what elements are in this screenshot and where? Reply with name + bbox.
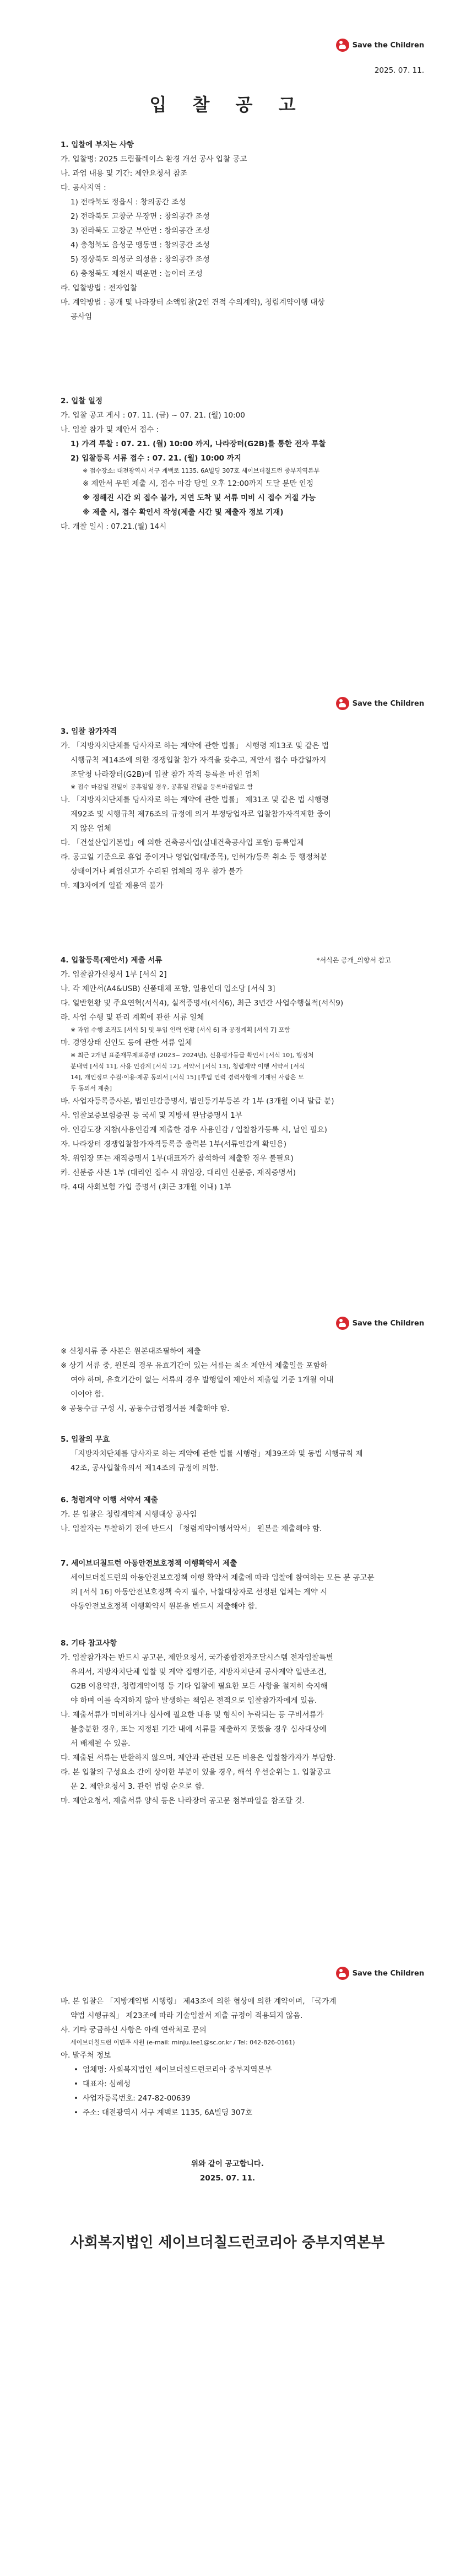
s1-ma-cont: 공사임	[71, 312, 93, 321]
section-5-title: 5. 입찰의 무효	[61, 1435, 110, 1444]
site-item: 1) 전라북도 정읍시 : 창의공간 조성	[71, 198, 186, 207]
s4-ma-note: 분내역 [서식 11], 사용 인감계 [서식 12], 서약서 [서식 13], 청렴계약 이행 서약서 [서식	[71, 1063, 305, 1070]
section-4-title	[61, 953, 391, 967]
s7-text: 세이브더칠드런의 아동안전보호정책 이행 확약서 제출에 따라 입찰에 참여하는 모든 분 공고문	[71, 1573, 375, 1582]
s2-note: ※ 접수장소: 대전광역시 서구 계백로 1135, 6A빌딩 307호 세이브더칠드런 중부지역본부	[83, 467, 320, 474]
s3-ga-cont: 조달청 나라장터(G2B)에 입찰 참가 자격 등록을 마친 업체	[71, 770, 259, 779]
s4-note-cont: 여야 하며, 유효기간이 없는 서류의 경우 발행일이 제안서 제출일 기준 1개월 이내	[71, 1376, 334, 1384]
s2-na: 나. 입찰 참가 및 제안서 접수 :	[61, 425, 159, 434]
s4-ga: 가. 입찰참가신청서 1부 [서식 2]	[61, 970, 167, 979]
s3-na-cont: 지 않은 업체	[71, 824, 111, 833]
s4-ra-note: ※ 과업 수행 조직도 [서식 5] 및 투입 인력 현황 [서식 6] 과 공정계획 [서식 7] 포함	[71, 1026, 290, 1033]
section-7-title: 7. 세이브더칠드런 아동안전보호정책 이행확약서 제출	[61, 1559, 237, 1568]
s8-ra-cont: 문 2. 제안요청서 3. 관련 법령 순으로 함.	[71, 1782, 204, 1791]
s5-text: 「지방자치단체를 당사자로 하는 계약에 관한 법률 시행령」제39조와 및 동법 시행규칙 제	[71, 1449, 363, 1458]
page-title: 입 찰 공 고	[149, 94, 306, 115]
section-8	[61, 1636, 391, 1808]
s4-ba: 바. 사업자등록증사본, 법인인감증명서, 법인등기부등본 각 1부 (3개월 이내 발급 분)	[61, 1097, 334, 1106]
s1-ma: 마. 계약방법 : 공개 및 나라장터 소액입찰(2인 견적 수의계약), 청렴계약이행 대상	[61, 298, 325, 307]
s4-na: 나. 각 제안서(A4&USB) 신품대체 포함, 일용인대 업소당 [서식 3]	[61, 984, 275, 993]
brand-header	[336, 1317, 424, 1330]
s3-ra: 라. 공고일 기준으로 휴업 중이거나 영업(업태/종목), 인허가/등록 취소 등 행정처분	[61, 853, 328, 862]
site-item: 2) 전라북도 고창군 무장면 : 창의공간 조성	[71, 212, 210, 221]
s4-note: ※ 상기 서류 중, 원본의 경우 유효기간이 있는 서류는 최소 제안서 제출일을 포함하	[61, 1361, 328, 1370]
s1-da: 다. 공사지역 :	[61, 183, 106, 192]
s8-sa: 사. 기타 궁금하신 사항은 아래 연락처로 문의	[61, 2026, 207, 2034]
s2-da: 다. 개찰 일시 : 07.21.(월) 14시	[61, 522, 167, 531]
s1-na: 나. 과업 내용 및 기간: 제안요청서 참조	[61, 169, 188, 178]
site-item: 5) 경상북도 의성군 의성읍 : 창의공간 조성	[71, 255, 210, 264]
closing-text: 위와 같이 공고합니다.	[191, 2160, 264, 2168]
s3-ma: 마. 제3자에게 일괄 재용역 불가	[61, 881, 164, 890]
section-3-title: 3. 입찰 참가자격	[61, 727, 117, 736]
section-4-note: *서식은 공개_의향서 참고	[316, 956, 391, 964]
s2-doc-submit: 2) 입찰등록 서류 접수 : 07. 21. (월) 10:00 까지	[71, 454, 241, 463]
owner-info-item: • 대표자: 심혜성	[61, 2077, 391, 2091]
s1-ga: 가. 입찰명: 2025 드림플레이스 환경 개선 공사 입찰 공고	[61, 155, 247, 164]
owner-info-item: • 업체명: 사회복지법인 세이브더칠드런코리아 중부지역본부	[61, 2063, 391, 2077]
brand-name: Save the Children	[352, 1969, 424, 1978]
section-4-title-text: 4. 입찰등록(제안서) 제출 서류	[61, 956, 162, 965]
s4-ka: 카. 신분증 사본 1부 (대리인 접수 시 위임장, 대리인 신분증, 재직증명서)	[61, 1168, 296, 1177]
brand-name: Save the Children	[352, 699, 424, 708]
issuing-organization: 사회복지법인 세이브더칠드런코리아 중부지역본부	[70, 2234, 385, 2251]
s7-text: 의 [서식 16] 아동안전보호정책 숙지 필수, 낙찰대상자로 선정된 업체는 계약 시	[71, 1588, 328, 1597]
s8-ah: 아. 발주처 정보	[61, 2051, 111, 2060]
s8-ra: 라. 본 입찰의 구성요소 간에 상이한 부분이 있을 경우, 해석 우선순위는 1. 입찰공고	[61, 1768, 331, 1777]
s3-da: 다. 「건설산업기본법」에 의한 건축공사업(실내건축공사업 포함) 등록업체	[61, 838, 304, 847]
section-6	[61, 1493, 391, 1536]
brand-header	[336, 697, 424, 710]
owner-info-item: • 주소: 대전광역시 서구 계백로 1135, 6A빌딩 307호	[61, 2106, 391, 2120]
s4-cha: 차. 위임장 또는 재직증명서 1부(대표자가 참석하여 제출할 경우 불필요)	[61, 1154, 294, 1163]
site-item: 3) 전라북도 고창군 부안면 : 창의공간 조성	[71, 226, 210, 235]
save-the-children-logo-icon	[336, 39, 349, 52]
s4-ma: 마. 경영상태 신인도 등에 관한 서류 일체	[61, 1038, 192, 1047]
section-1-title: 1. 입찰에 부치는 사항	[61, 140, 134, 149]
brand-header	[336, 39, 424, 52]
section-8-cont	[61, 1994, 391, 2120]
s4-note-cont: 이어야 함.	[71, 1390, 104, 1399]
brand-name: Save the Children	[352, 41, 424, 50]
save-the-children-logo-icon	[336, 697, 349, 710]
save-the-children-logo-icon	[336, 1967, 349, 1980]
s8-na-cont: 불충분한 경우, 또는 지정된 기간 내에 서류를 제출하지 못했을 경우 심사대상에	[71, 1725, 327, 1734]
s8-ga-cont: 유의서, 지방자치단체 입찰 및 계약 집행기준, 지방자치단체 공사계약 일반조건,	[71, 1668, 327, 1676]
s3-ga-cont: 시행규칙 제14조에 의한 경쟁입찰 참가 자격을 갖추고, 제안서 접수 마감일까지	[71, 756, 327, 765]
s6-ga: 가. 본 입찰은 청렴계약제 시행대상 공사임	[61, 1510, 197, 1519]
s8-ba: 바. 본 입찰은 「지방계약법 시행령」 제43조에 의한 협상에 의한 계약이며, 「국가계	[61, 1997, 337, 2006]
section-5	[61, 1432, 391, 1475]
s4-note: ※ 공동수급 구성 시, 공동수급협정서를 제출해야 함.	[61, 1404, 230, 1413]
s3-ra-cont: 상태이거나 폐업신고가 수리된 업체의 경우 참가 불가	[71, 867, 243, 876]
s8-ma: 마. 제안요청서, 제출서류 양식 등은 나라장터 공고문 첨부파일을 참조할 것.	[61, 1796, 305, 1805]
s8-da: 다. 제출된 서류는 반환하지 않으며, 제안과 관련된 모든 비용은 입찰참가자가 부담함.	[61, 1754, 336, 1762]
owner-info-item: • 사업자등록번호: 247-82-00639	[61, 2091, 391, 2106]
s2-ga: 가. 입찰 공고 게시 : 07. 11. (금) ~ 07. 21. (월) 10:00	[61, 411, 245, 420]
section-8-title: 8. 기타 참고사항	[61, 1639, 117, 1648]
s1-ra: 라. 입찰방법 : 전자입찰	[61, 284, 138, 293]
s8-ga-cont: G2B 이용약관, 청렴계약이행 등 기타 입찰에 필요한 모든 사항을 철저히 숙지해	[71, 1682, 328, 1691]
s2-note: ※ 제안서 우편 제출 시, 접수 마감 당일 오후 12:00까지 도달 분만 인정	[83, 479, 313, 488]
section-6-title: 6. 청렴계약 이행 서약서 제출	[61, 1496, 158, 1505]
section-2-title: 2. 입찰 일정	[61, 397, 103, 405]
s2-price-bid: 1) 가격 투찰 : 07. 21. (월) 10:00 까지, 나라장터(G2B)를 통한 전자 투찰	[71, 440, 326, 448]
s4-ja: 자. 나라장터 경쟁입찰참가자격등록증 출력본 1부(서류인감계 확인용)	[61, 1140, 287, 1149]
site-item: 4) 충청북도 음성군 맹동면 : 창의공간 조성	[71, 241, 210, 250]
s3-ga-note: ※ 접수 마감일 전일이 공휴일일 경우, 공휴일 전일을 등록마감일로 함	[71, 783, 253, 791]
s3-ga: 가. 「지방자치단체를 당사자로 하는 계약에 관한 법률」 시행령 제13조 및 같은 법	[61, 742, 329, 750]
section-3	[61, 724, 391, 893]
contact-info[interactable]: 세이브더칠드런 이민주 사원 (e-mail: minju.lee1@sc.or.kr / Tel: 042-826-0161)	[71, 2039, 295, 2046]
brand-header	[336, 1967, 424, 1980]
s4-ma-note: ※ 최근 2개년 표준재무제표증명 (2023~ 2024년), 신용평가등급 확인서 [서식 10], 행정처	[71, 1052, 314, 1059]
section-2	[61, 394, 391, 534]
s8-na: 나. 제출서류가 미비하거나 심사에 필요한 내용 및 형식이 누락되는 등 구비서류가	[61, 1711, 324, 1719]
site-item: 6) 충청북도 제천시 백운면 : 놀이터 조성	[71, 269, 203, 278]
s2-note: ※ 제출 시, 접수 확인서 작성(제출 시간 및 제출자 정보 기재)	[83, 508, 284, 517]
s5-text: 42조, 공사입찰유의서 제14조의 규정에 의함.	[71, 1464, 219, 1473]
s8-ga-cont: 야 하며 이를 숙지하지 않아 발생하는 책임은 전적으로 입찰참가자에게 있음.	[71, 1696, 317, 1705]
s8-ga: 가. 입찰참가자는 반드시 공고문, 제안요청서, 국가종합전자조달시스템 전자입찰특별	[61, 1653, 334, 1662]
section-4-notes	[61, 1344, 391, 1416]
closing-date: 2025. 07. 11.	[200, 2174, 255, 2183]
s8-na-cont: 서 배제될 수 있음.	[71, 1739, 131, 1748]
s4-da: 다. 일반현황 및 주요연혁(서식4), 실적증명서(서식6), 최근 3년간 사업수행실적(서식9)	[61, 999, 344, 1008]
s4-sa: 사. 입찰보증보험증권 등 국세 및 지방세 완납증명서 1부	[61, 1111, 242, 1120]
section-4	[61, 953, 391, 1194]
s8-ba-cont: 약법 시행규칙」 제23조에 따라 기술입찰서 제출 규정이 적용되지 않음.	[71, 2011, 303, 2020]
s7-text: 아동안전보호정책 이행확약서 원본을 반드시 제출해야 함.	[71, 1602, 257, 1611]
section-1	[61, 138, 391, 324]
s4-ta: 타. 4대 사회보험 가입 증명서 (최근 3개월 이내) 1부	[61, 1183, 231, 1192]
section-7	[61, 1556, 391, 1614]
s3-na: 나. 「지방자치단체를 당사자로 하는 계약에 관한 법률」 제31조 및 같은 법 시행령	[61, 795, 329, 804]
notice-date: 2025. 07. 11.	[374, 66, 424, 75]
s4-ah: 아. 인감도장 지참(사용인감계 제출한 경우 사용인감 / 입찰참가등록 시, 날인 필요)	[61, 1125, 327, 1134]
s4-ma-note: 두 동의서 제출]	[71, 1085, 112, 1092]
s4-ra: 라. 사업 수행 및 관리 계획에 관한 서류 일체	[61, 1013, 204, 1022]
closing	[0, 2157, 455, 2185]
save-the-children-logo-icon	[336, 1317, 349, 1330]
s2-note: ※ 정해진 시간 외 접수 불가, 지연 도착 및 서류 미비 시 접수 거절 가능	[83, 494, 316, 502]
brand-name: Save the Children	[352, 1319, 424, 1328]
s6-na: 나. 입찰자는 투찰하기 전에 반드시 「청렴계약이행서약서」 원본을 제출해야 함.	[61, 1524, 322, 1533]
s4-note: ※ 신청서류 중 사본은 원본대조필하여 제출	[61, 1347, 201, 1356]
s4-ma-note: 14], 개인정보 수집·이용·제공 동의서 [서식 15] [투입 인력 경력사항에 기재된 사람은 모	[71, 1074, 304, 1081]
s3-na-cont: 제92조 및 시행규칙 제76조의 규정에 의거 부정당업자로 입찰참가자격제한 중이	[71, 810, 331, 819]
